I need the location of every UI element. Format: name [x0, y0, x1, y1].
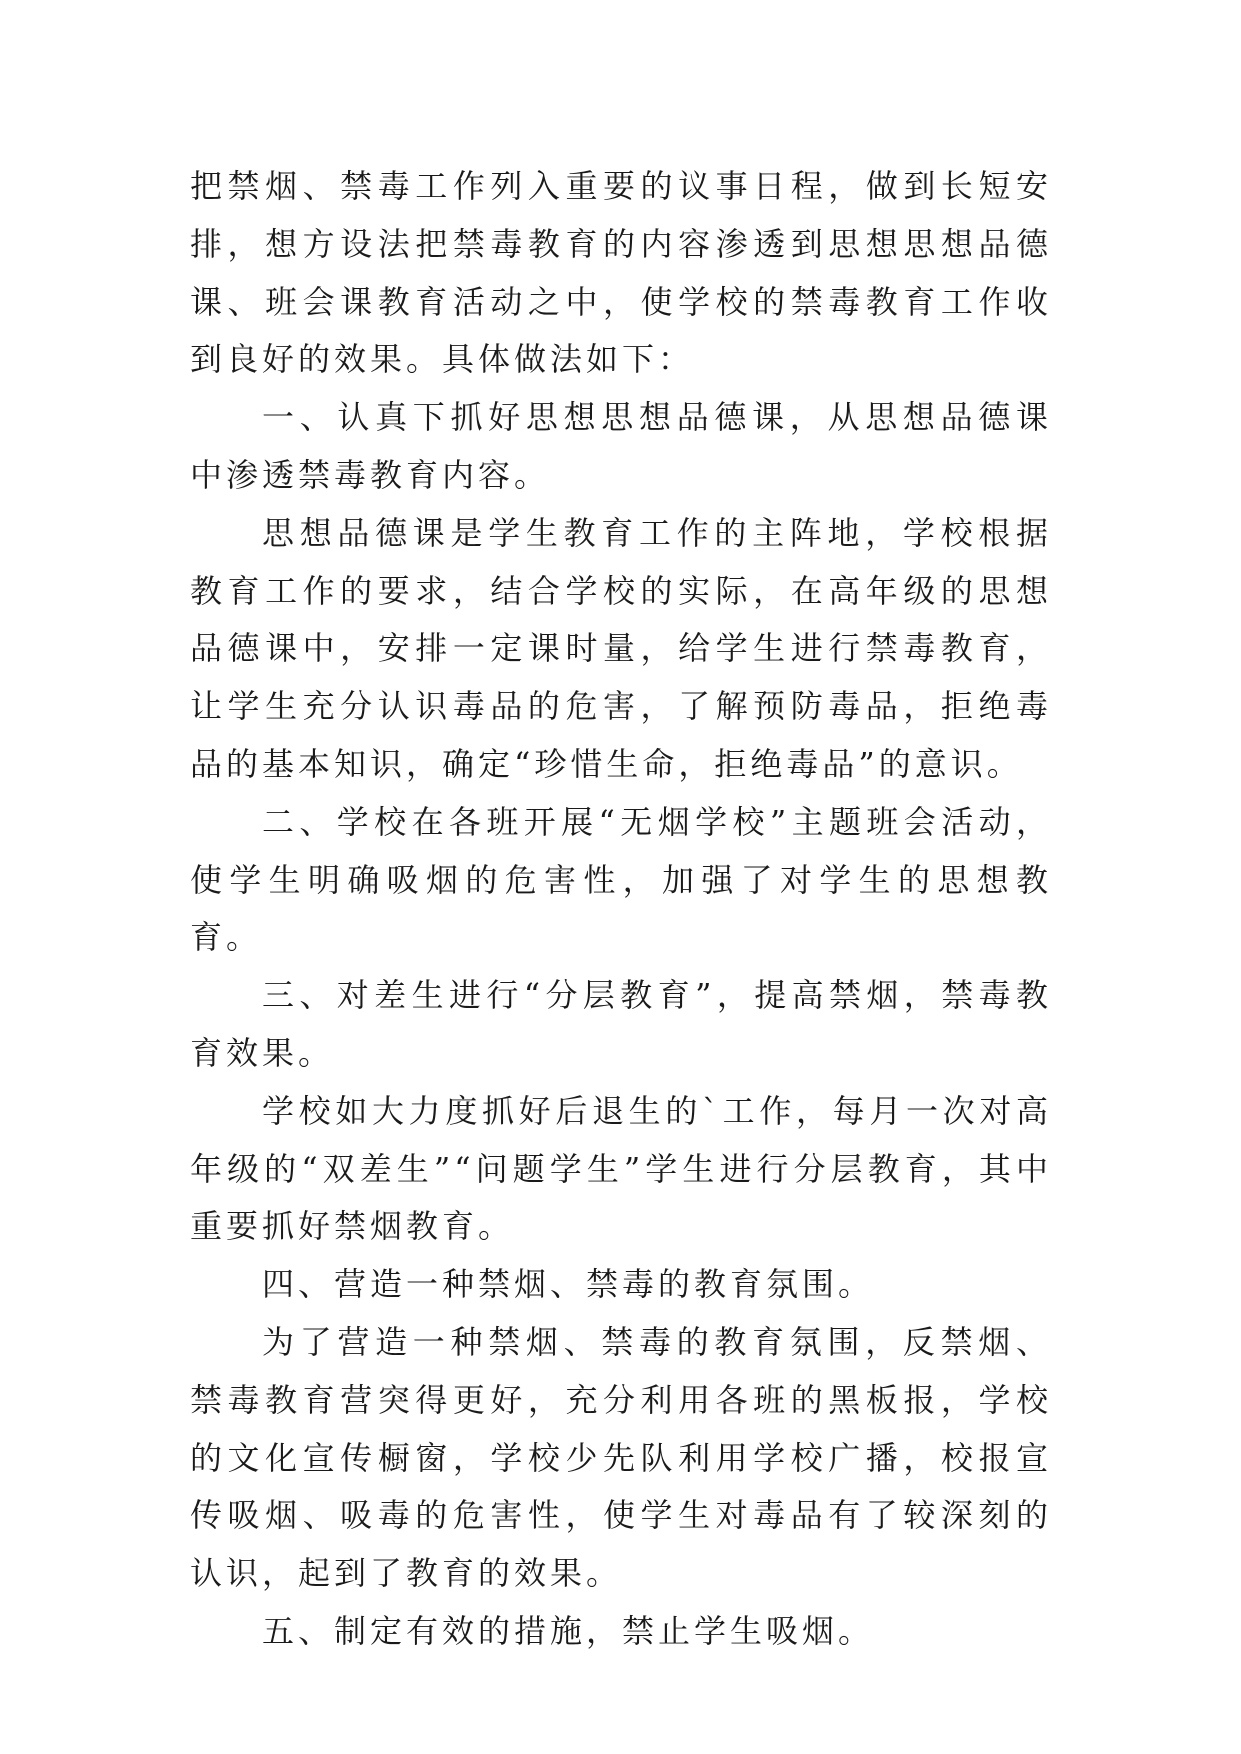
paragraph-heading-3: 三、对差生进行“分层教育”，提高禁烟，禁毒教育效果。 [190, 976, 1052, 1072]
paragraph-heading-1: 一、认真下抓好思想思想品德课，从思想品德课中渗透禁毒教育内容。 [190, 398, 1052, 494]
paragraph-intro: 把禁烟、禁毒工作列入重要的议事日程，做到长短安排，想方设法把禁毒教育的内容渗透到思想思想品德课、班会课教育活动之中，使学校的禁毒教育工作收到良好的效果。具体做法如下： [190, 167, 1052, 379]
paragraph-body-3: 学校如大力度抓好后退生的`工作，每月一次对高年级的“双差生”“问题学生”学生进行分层教育，其中重要抓好禁烟教育。 [190, 1091, 1052, 1246]
paragraph-body-4: 为了营造一种禁烟、禁毒的教育氛围，反禁烟、禁毒教育营突得更好，充分利用各班的黑板报，学校的文化宣传橱窗，学校少先队利用学校广播，校报宣传吸烟、吸毒的危害性，使学生对毒品有了较深刻的认识，起到了教育的效果。 [190, 1322, 1052, 1593]
paragraph-heading-5: 五、制定有效的措施，禁止学生吸烟。 [262, 1611, 875, 1650]
paragraph-body-1: 思想品德课是学生教育工作的主阵地，学校根据教育工作的要求，结合学校的实际，在高年级的思想品德课中，安排一定课时量，给学生进行禁毒教育，让学生充分认识毒品的危害，了解预防毒品，拒绝毒品的基本知识，确定“珍惜生命，拒绝毒品”的意识。 [190, 513, 1052, 783]
document-body [190, 158, 1052, 1661]
paragraph-heading-2: 二、学校在各班开展“无烟学校”主题班会活动，使学生明确吸烟的危害性，加强了对学生的思想教育。 [190, 802, 1052, 957]
paragraph-heading-4: 四、营造一种禁烟、禁毒的教育氛围。 [262, 1265, 875, 1304]
